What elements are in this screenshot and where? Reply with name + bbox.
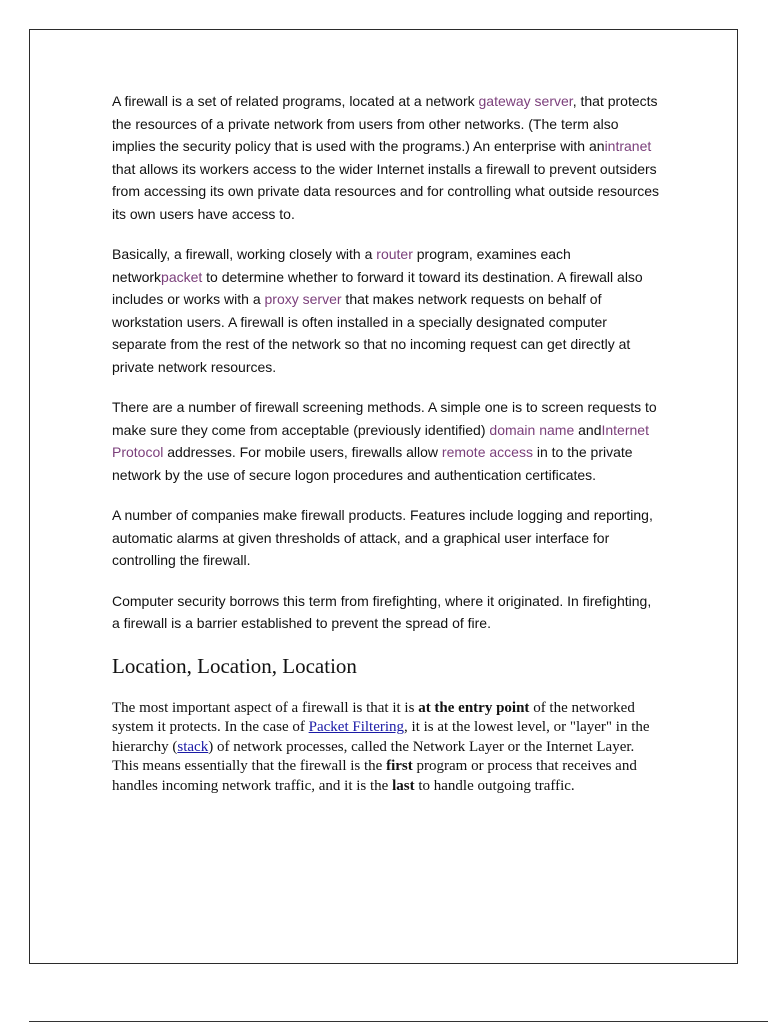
paragraph-router-packet: [112, 243, 660, 378]
text: to handle outgoing traffic.: [414, 777, 575, 794]
text: Basically, a firewall, working closely with a: [112, 246, 377, 262]
bold-text: at the entry point: [418, 699, 530, 716]
document-body: [112, 90, 660, 796]
link-gateway-server[interactable]: gateway server: [478, 93, 573, 109]
link-proxy-server[interactable]: proxy server: [264, 291, 342, 307]
text: that allows its workers access to the wider Internet installs a firewall to prevent outsiders from accessing its own private data resources and for controlling what outside resources its own users have access to.: [112, 160, 660, 222]
text: ) of network processes, called the Network Layer or the Internet Layer. This means essentially that the firewall is the: [112, 738, 635, 774]
link-packet-filtering[interactable]: Packet Filtering: [308, 719, 405, 735]
text: There are a number of firewall screening methods. A simple one is to screen requests to make sure they come from acceptable (previously identified): [112, 399, 657, 438]
text: that makes network requests on behalf of workstation users. A firewall is often installed in a specially designated computer separate from the rest of the network so that no incoming request can get directly at private network resources.: [112, 291, 631, 375]
link-domain-name[interactable]: domain name: [489, 421, 575, 438]
link-stack[interactable]: stack: [177, 738, 209, 755]
paragraph-screening-methods: [112, 396, 660, 486]
link-intranet[interactable]: intranet: [604, 138, 652, 154]
paragraph-firewall-products: A number of companies make firewall products. Features include logging and reporting, automatic alarms at given thresholds of attack, and a graphical user interface for controlling the firewall.: [112, 507, 653, 568]
section-heading: Location, Location, Location: [112, 653, 357, 678]
text: program or process that receives and handles incoming network traffic, and it is the: [112, 758, 637, 794]
paragraph-firefighting: Computer security borrows this term from firefighting, where it originated. In firefighting, a firewall is a barrier established to prevent the spread of fire.: [112, 592, 652, 631]
link-router[interactable]: router: [376, 246, 413, 262]
text: program, examines each network: [112, 246, 571, 285]
text: addresses. For mobile users, firewalls allow: [163, 444, 442, 460]
text: , that protects the resources of a private network from users from other networks. (The term also implies the security policy that is used with the programs.) An enterprise with an: [112, 93, 658, 154]
link-packet[interactable]: packet: [161, 268, 203, 285]
bold-text: first: [386, 758, 413, 774]
text: in to the private network by the use of secure logon procedures and authentication certificates.: [112, 444, 633, 483]
paragraph-entry-point: [112, 699, 660, 797]
link-remote-access[interactable]: remote access: [441, 444, 533, 460]
text: The most important aspect of a firewall is that it is: [112, 699, 419, 716]
text: A firewall is a set of related programs, located at a network: [112, 93, 479, 109]
text: and: [574, 421, 602, 438]
link-internet-protocol[interactable]: Internet Protocol: [112, 421, 649, 460]
bold-text: last: [392, 777, 415, 794]
page-divider: [29, 1021, 768, 1022]
text: , it is at the lowest level, or "layer" in the hierarchy (: [112, 719, 650, 755]
text: to determine whether to forward it toward its destination. A firewall also includes or works with a: [112, 268, 643, 307]
document-page: [29, 29, 738, 964]
paragraph-firewall-definition: [112, 90, 660, 225]
text: of the networked system it protects. In the case of: [112, 699, 635, 735]
